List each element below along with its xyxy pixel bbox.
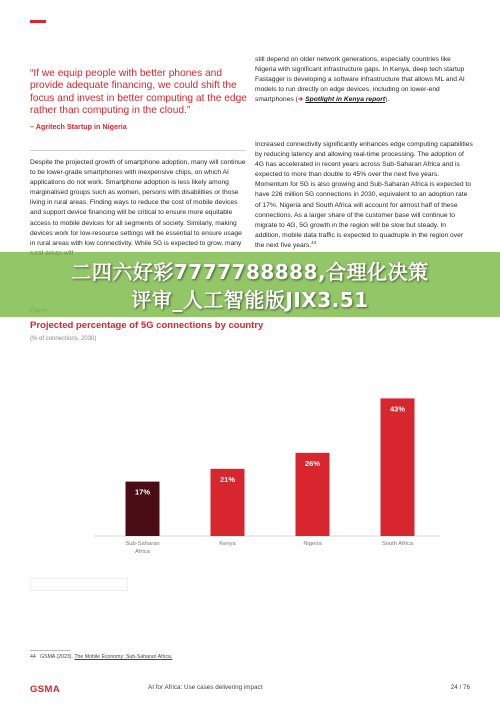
- spotlight-kenya-link[interactable]: Spotlight in Kenya report: [305, 96, 386, 104]
- overlay-banner-line-2: 评审_人工智能版JIX3.51: [131, 288, 369, 312]
- paragraph-text-end: ).: [385, 96, 390, 104]
- footnote-link[interactable]: The Mobile Economy: Sub-Saharan Africa.: [74, 654, 173, 660]
- right-column-paragraph-2: [255, 140, 473, 251]
- x-tick-label: Kenya: [219, 541, 236, 547]
- pull-quote-text: “If we equip people with better phones and provide adequate financing, we could shift the focus and invest in better computing at the edge rather than computing in the cloud.”: [30, 68, 247, 117]
- x-tick-label: Nigeria: [303, 541, 322, 547]
- footnote-number: 44: [30, 654, 36, 660]
- bar-value-label: 17%: [134, 487, 151, 497]
- bar-chart: [30, 350, 470, 590]
- right-column-paragraph-1: [255, 55, 473, 105]
- figure-subtitle: (% of connections, 2030): [30, 336, 97, 342]
- x-tick-label: Sub-Saharan: [125, 541, 160, 547]
- blank-box: [30, 578, 128, 591]
- bar-value-label: 21%: [219, 474, 236, 484]
- bar-south-africa: [381, 398, 415, 536]
- x-tick-label: Africa: [135, 549, 150, 555]
- paragraph-text: still depend on older network generations, especially countries like Nigeria with significant infrastructure gaps. In Kenya, deep tech startup Fastagger is developing a software infrastructure that allows ML and AI models to run directly on edge devices, including on lower-end smartphones (: [255, 56, 465, 104]
- footnote-divider: [30, 650, 70, 651]
- arrow-icon: ➔: [297, 96, 304, 104]
- page-number: 24 / 76: [450, 684, 470, 691]
- gsma-logo: GSMA: [30, 684, 61, 695]
- overlay-banner-line-1: 二四六好彩7777788888,合理化决策: [71, 260, 429, 284]
- bar-value-label: 26%: [304, 458, 321, 468]
- top-accent-rule: [30, 20, 46, 23]
- bar-value-label: 43%: [389, 404, 406, 414]
- footnote: [30, 654, 172, 660]
- footnote-source: GSMA (2023).: [40, 654, 73, 660]
- paragraph-text: Increased connectivity significantly enhances edge computing capabilities by reducing latency and allowing real-time processing. The adoption of 4G has accelerated in recent years across Sub-Saharan Africa and is expected to more than double to 45% over the next five years. Momentum for 5G is also growing and Sub-Saharan Africa is expected to have 226 million 5G connections in 2030, equivalent to an adoption rate of 17%. Nigeria and South Africa will account for almost half of these connections. As a larger share of the customer base will continue to migrate to 4G, 5G growth in the region will be slow but steady. In addition, mobile data traffic is expected to quadruple in the region over the next five years.: [255, 141, 473, 249]
- x-tick-label: South Africa: [381, 541, 414, 547]
- footnote-reference[interactable]: 44: [311, 239, 317, 245]
- figure-title: Projected percentage of 5G connections by country: [30, 320, 264, 331]
- pull-quote: [30, 68, 248, 131]
- quote-divider: [30, 150, 246, 151]
- pull-quote-attribution: – Agritech Startup in Nigeria: [30, 121, 127, 131]
- footer-title: AI for Africa: Use cases delivering impact: [148, 684, 263, 691]
- left-column-paragraph: Despite the projected growth of smartphone adoption, many will continue to be lower-grade smartphones with inexpensive chips, on which AI applications do not work. Smartphone adoption is less likely among marginalised groups such as women, persons with disabilities or those living in rural areas. Finding ways to reduce the cost of mobile devices and support device financing will be critical to ensure more equitable access to mobile devices for all segments of society. Similarly, making devices work for low-resource settings will be essential to ensure usage in rural areas with low connectivity. While 5G is expected to grow, many: [30, 159, 246, 247]
